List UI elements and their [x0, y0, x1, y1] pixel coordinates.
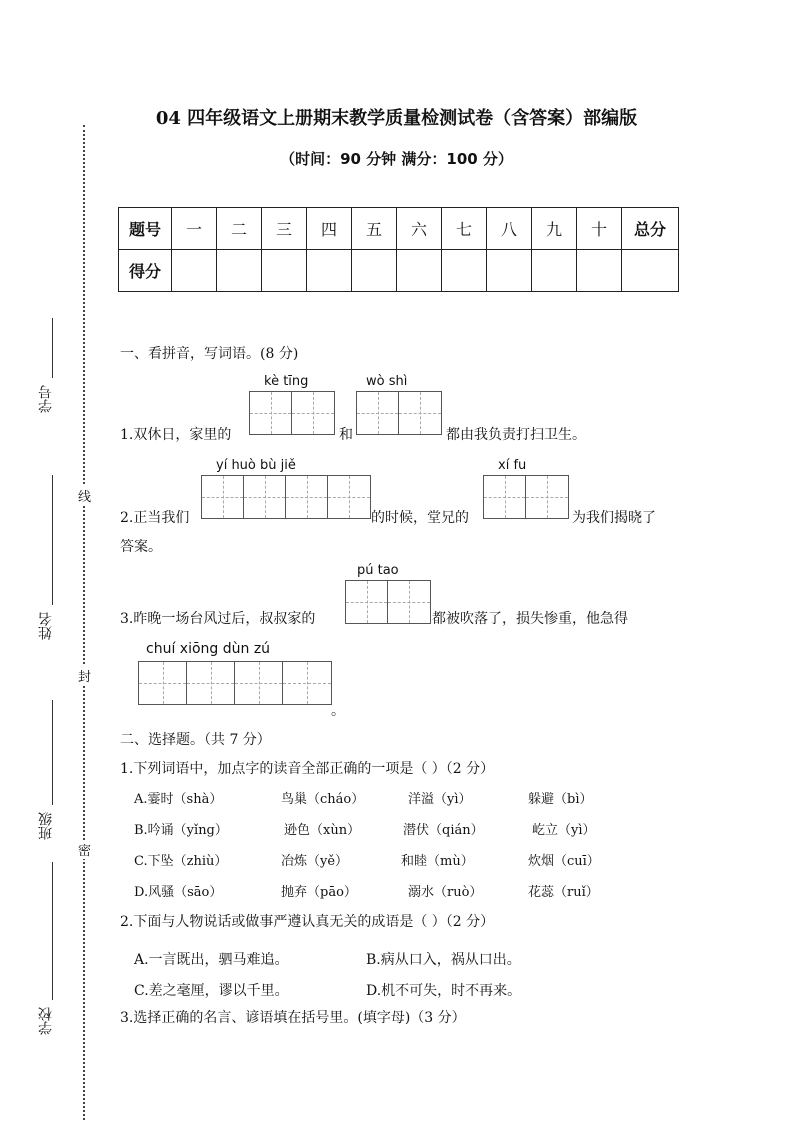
option-c2[interactable]: 冶炼（yě）	[281, 854, 349, 869]
question-text: 和	[339, 427, 353, 443]
seal-line-char: 线	[78, 486, 91, 505]
section1-heading: 一、看拼音，写词语。(8 分)	[120, 346, 299, 362]
question-text: 为我们揭晓了	[572, 510, 656, 526]
student-id-label: 学号	[38, 385, 54, 413]
question-text: 1.下列词语中，加点字的读音全部正确的一项是（ ）（2 分）	[120, 761, 495, 777]
name-label: 姓名	[38, 612, 54, 640]
table-cell: 三	[262, 208, 307, 250]
writing-grid[interactable]	[356, 391, 442, 435]
score-input-cell[interactable]	[217, 250, 262, 292]
table-cell: 六	[397, 208, 442, 250]
writing-grid[interactable]	[249, 391, 335, 435]
option-b[interactable]: B.病从口入，祸从口出。	[366, 952, 521, 968]
question-text: 。	[331, 703, 345, 719]
option-b1[interactable]: B.吟诵（yǐng）	[134, 823, 228, 838]
option-a3[interactable]: 洋溢（yì）	[408, 792, 472, 807]
score-input-cell[interactable]	[397, 250, 442, 292]
question-text: 3.昨晚一场台风过后，叔叔家的	[120, 611, 316, 627]
option-a1[interactable]: A.霎时（shà）	[134, 792, 223, 807]
writing-grid[interactable]	[201, 475, 371, 519]
option-b2[interactable]: 逊色（xùn）	[284, 823, 361, 838]
name-underline	[52, 475, 53, 605]
question-text: 都由我负责打扫卫生。	[446, 427, 586, 443]
score-table	[118, 207, 679, 292]
option-d3[interactable]: 溺水（ruò）	[408, 885, 483, 900]
school-underline	[52, 862, 53, 1000]
class-label: 班级	[38, 812, 54, 840]
score-input-cell[interactable]	[352, 250, 397, 292]
seal-secret-char: 密	[78, 840, 91, 859]
option-c[interactable]: C.差之毫厘，谬以千里。	[134, 983, 289, 999]
option-a[interactable]: A.一言既出，驷马难追。	[134, 952, 289, 968]
section2-heading: 二、选择题。（共 7 分）	[120, 732, 271, 748]
option-b4[interactable]: 屹立（yì）	[532, 823, 596, 838]
option-d1[interactable]: D.风骚（sāo）	[134, 885, 223, 900]
pinyin-label: chuí xiōng dùn zú	[146, 641, 271, 657]
table-row	[119, 208, 679, 250]
table-cell: 二	[217, 208, 262, 250]
table-cell: 八	[487, 208, 532, 250]
binding-dotted-line	[83, 125, 85, 1120]
option-c4[interactable]: 炊烟（cuī）	[528, 854, 600, 869]
option-a4[interactable]: 躲避（bì）	[528, 792, 593, 807]
score-input-cell[interactable]	[577, 250, 622, 292]
table-cell: 总分	[622, 208, 679, 250]
option-a2[interactable]: 鸟巢（cháo）	[281, 792, 365, 807]
table-cell: 十	[577, 208, 622, 250]
class-underline	[52, 700, 53, 805]
score-input-cell[interactable]	[307, 250, 352, 292]
page-title: 04 四年级语文上册期末教学质量检测试卷（含答案）部编版	[155, 108, 638, 129]
option-d4[interactable]: 花蕊（ruǐ）	[528, 885, 599, 900]
option-d2[interactable]: 抛弃（pāo）	[281, 885, 357, 900]
table-cell: 七	[442, 208, 487, 250]
score-input-cell[interactable]	[487, 250, 532, 292]
option-c3[interactable]: 和睦（mù）	[401, 854, 474, 869]
table-cell: 四	[307, 208, 352, 250]
score-input-cell[interactable]	[172, 250, 217, 292]
writing-grid[interactable]	[345, 580, 431, 624]
pinyin-label: pú tao	[357, 563, 399, 578]
score-input-cell[interactable]	[262, 250, 307, 292]
question-text: 答案。	[120, 539, 162, 555]
option-d[interactable]: D.机不可失，时不再来。	[366, 983, 522, 999]
question-text: 2.正当我们	[120, 510, 190, 526]
pinyin-label: yí huò bù jiě	[216, 458, 296, 473]
pinyin-label: xí fu	[498, 458, 527, 473]
school-label: 学校	[38, 1007, 54, 1035]
table-cell: 五	[352, 208, 397, 250]
writing-grid[interactable]	[138, 661, 332, 705]
table-row	[119, 250, 679, 292]
pinyin-label: wò shì	[366, 374, 408, 389]
score-input-cell[interactable]	[622, 250, 679, 292]
seal-seal-char: 封	[78, 666, 91, 685]
question-text: 3.选择正确的名言、谚语填在括号里。(填字母)（3 分）	[120, 1010, 466, 1026]
question-text: 2.下面与人物说话或做事严遵认真无关的成语是（ ）（2 分）	[120, 914, 495, 930]
question-text: 的时候，堂兄的	[371, 510, 469, 526]
table-cell: 九	[532, 208, 577, 250]
student-id-underline	[52, 318, 53, 378]
table-cell: 一	[172, 208, 217, 250]
question-text: 都被吹落了，损失惨重，他急得	[432, 611, 628, 627]
score-input-cell[interactable]	[532, 250, 577, 292]
table-cell: 得分	[119, 250, 172, 292]
score-input-cell[interactable]	[442, 250, 487, 292]
pinyin-label: kè tīng	[264, 374, 309, 389]
option-c1[interactable]: C.下坠（zhiù）	[134, 854, 228, 869]
question-text: 1.双休日，家里的	[120, 427, 232, 443]
option-b3[interactable]: 潜伏（qián）	[403, 823, 484, 838]
table-cell: 题号	[119, 208, 172, 250]
page-subtitle: （时间：90 分钟 满分：100 分）	[280, 150, 513, 168]
writing-grid[interactable]	[483, 475, 569, 519]
